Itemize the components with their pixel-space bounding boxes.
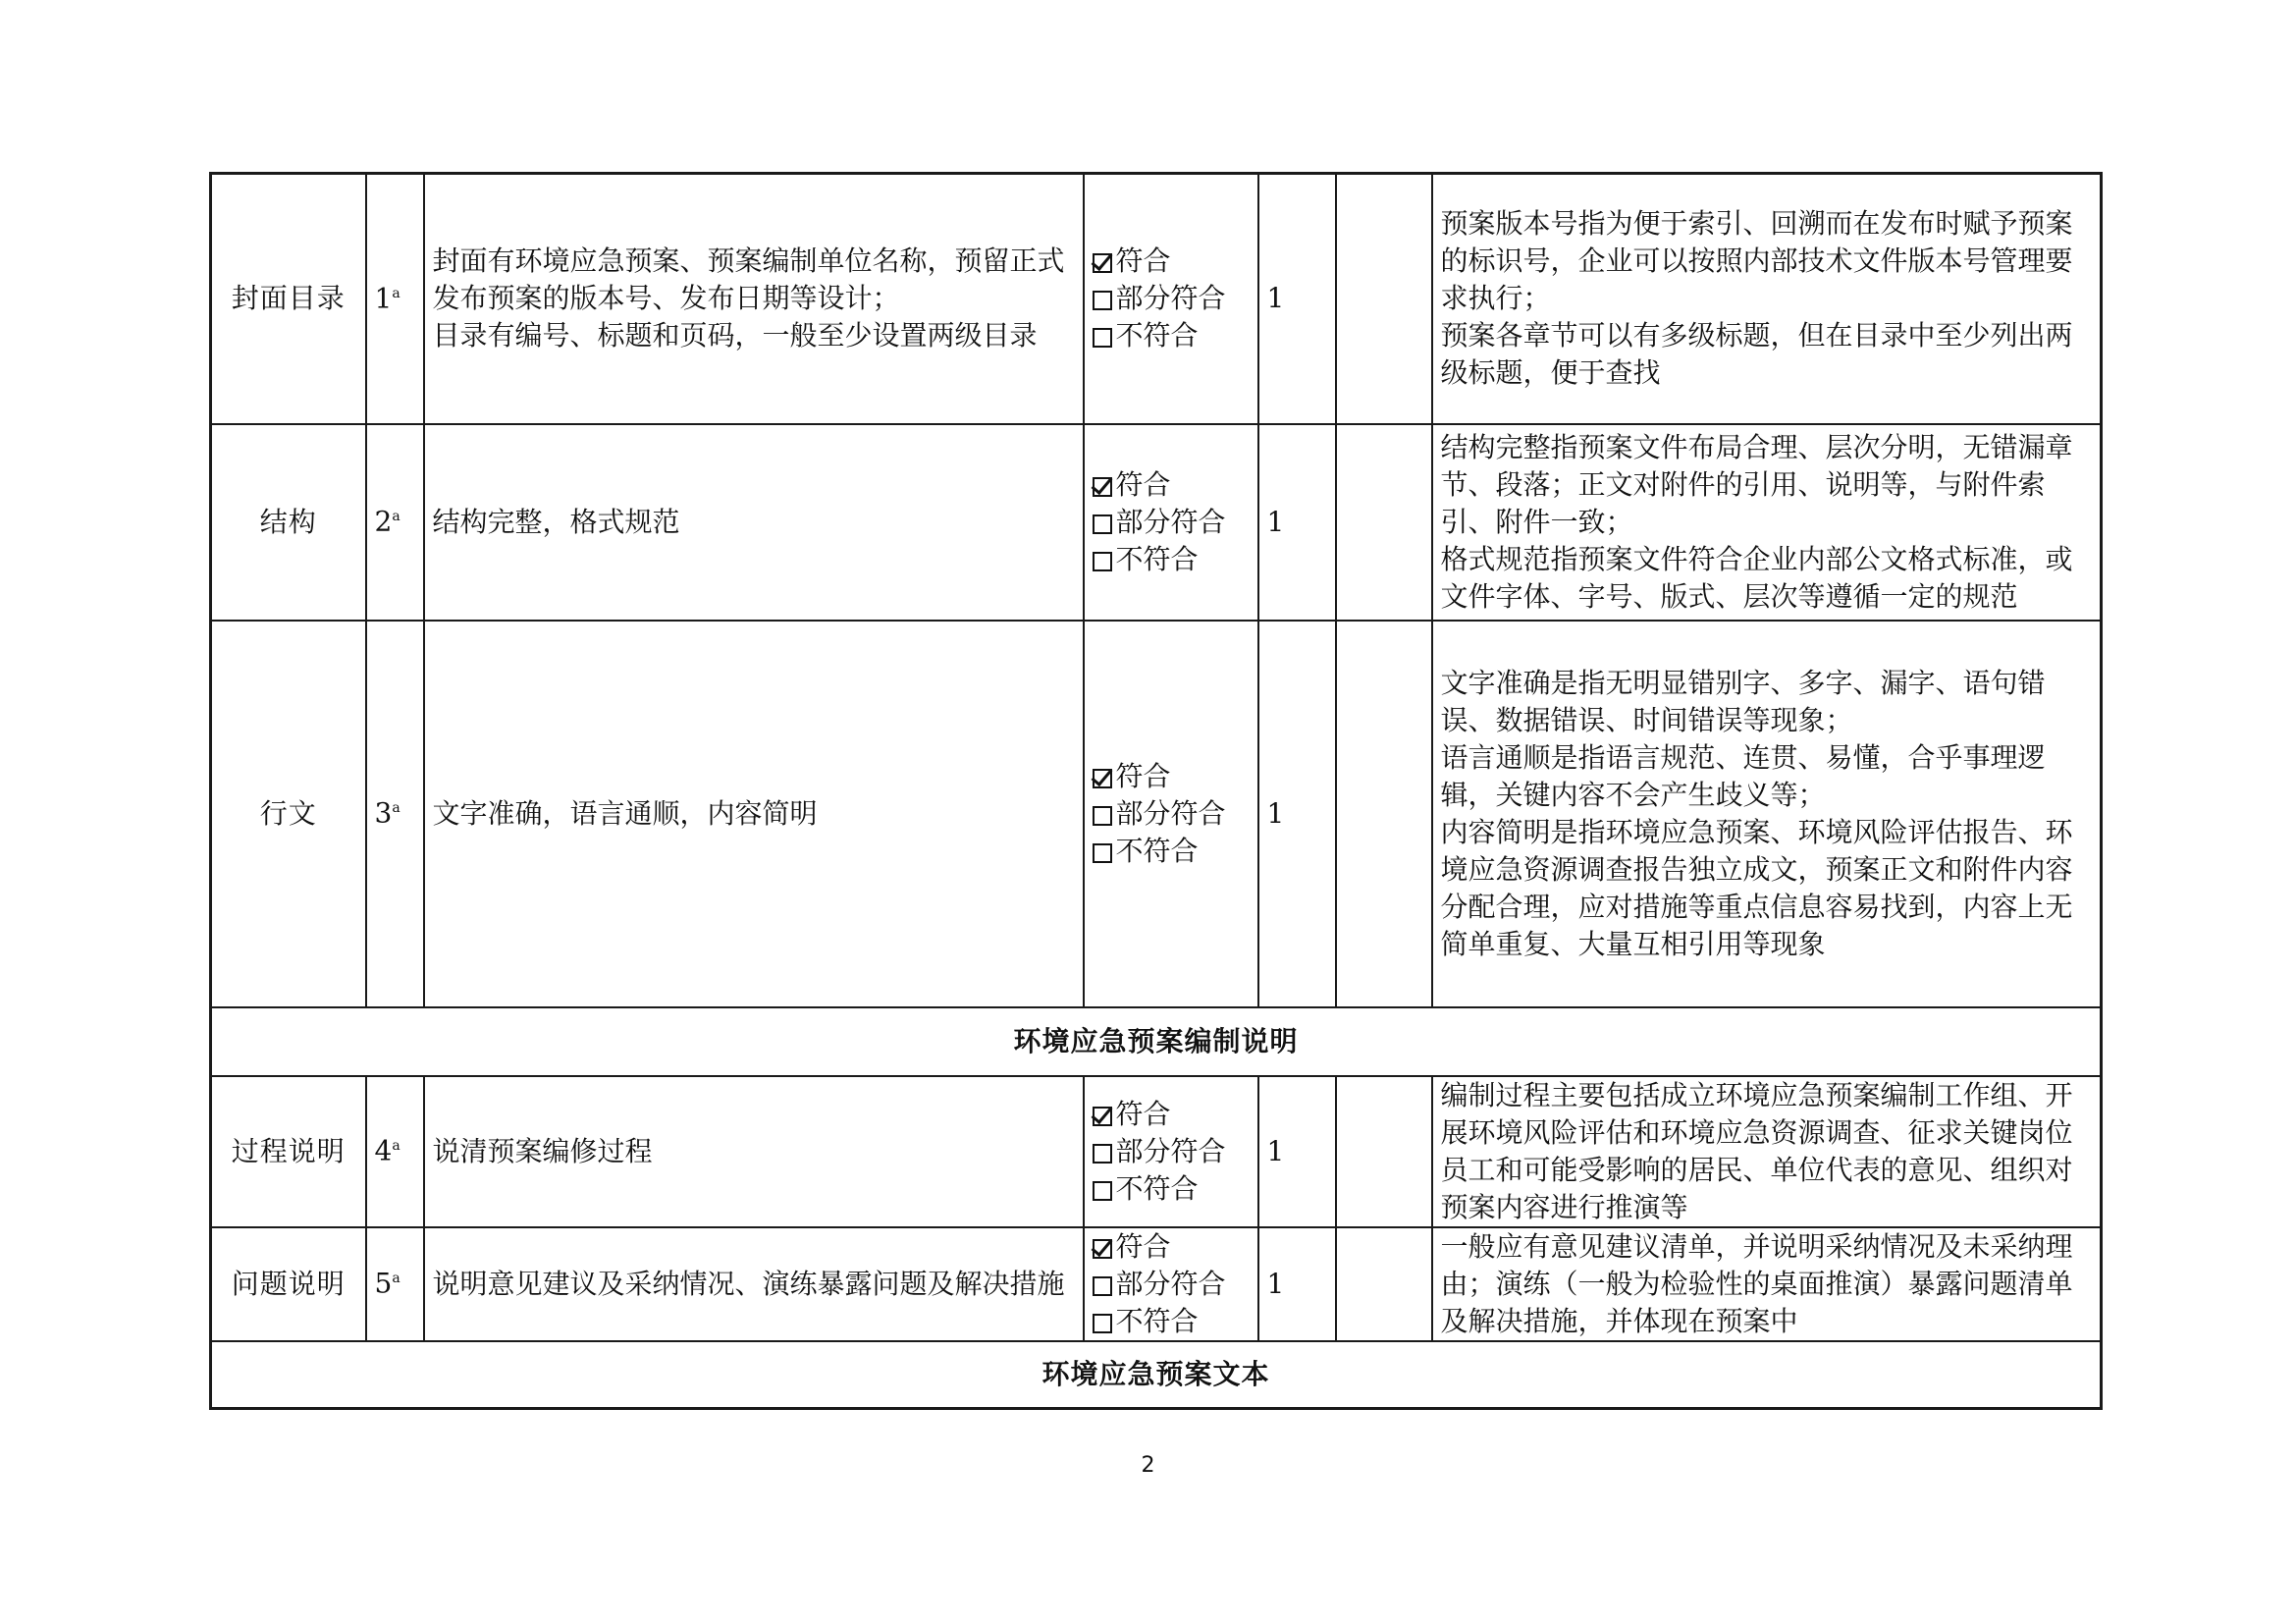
requirement-cell — [424, 424, 1084, 621]
conformity-option[interactable] — [1093, 504, 1250, 541]
item-name: 过程说明 — [231, 1134, 346, 1167]
conformity-option-label: 符合 — [1115, 1097, 1171, 1130]
sequence-cell — [366, 1076, 424, 1227]
checkbox-icon[interactable] — [1093, 1276, 1112, 1296]
conformity-option[interactable] — [1093, 317, 1250, 354]
page-number: 2 — [1141, 1453, 1155, 1478]
conformity-option-label: 部分符合 — [1115, 1134, 1226, 1167]
conformity-option-label: 符合 — [1115, 759, 1171, 792]
requirement-text: 封面有环境应急预案、预案编制单位名称，预留正式发布预案的版本号、发布日期等设计； — [432, 244, 1065, 315]
checkbox-icon[interactable] — [1093, 514, 1112, 534]
conformity-option-label: 不符合 — [1115, 542, 1199, 575]
item-name: 封面目录 — [231, 282, 346, 315]
sequence-mark: a — [392, 285, 400, 301]
requirement-cell — [424, 1227, 1084, 1341]
checkbox-icon[interactable] — [1093, 806, 1112, 826]
conformity-option-label: 不符合 — [1115, 1304, 1199, 1337]
conformity-option[interactable] — [1093, 758, 1250, 795]
explanation-cell — [1432, 174, 2102, 424]
sequence-cell — [366, 621, 424, 1007]
score-cell — [1258, 1076, 1336, 1227]
explanation-text: 语言通顺是指语言规范、连贯、易懂，合乎事理逻辑，关键内容不会产生歧义等； — [1440, 740, 2046, 811]
item-name-cell — [211, 621, 366, 1007]
conformity-option[interactable] — [1093, 1266, 1250, 1303]
conformity-option-label: 部分符合 — [1115, 796, 1226, 830]
item-name: 行文 — [259, 796, 317, 830]
section-heading: 环境应急预案编制说明 — [211, 1007, 2102, 1076]
sequence-value: 4 — [374, 1134, 393, 1167]
sequence-value: 2 — [374, 505, 393, 538]
checkbox-icon[interactable] — [1093, 552, 1112, 571]
conformity-option[interactable] — [1093, 280, 1250, 317]
conformity-option-label: 符合 — [1115, 467, 1171, 501]
requirement-text: 结构完整，格式规范 — [432, 505, 680, 538]
score-value: 1 — [1266, 505, 1285, 538]
explanation-text: 格式规范指预案文件符合企业内部公文格式标准，或文件字体、字号、版式、层次等遵循一定的规范 — [1440, 542, 2073, 613]
checkbox-icon[interactable] — [1093, 843, 1112, 863]
score-cell — [1258, 424, 1336, 621]
conformity-option[interactable] — [1093, 1096, 1250, 1133]
item-name-cell — [211, 174, 366, 424]
conformity-options — [1084, 1227, 1258, 1341]
sequence-number — [375, 1260, 415, 1302]
sequence-mark: a — [392, 1270, 400, 1286]
table-row — [211, 1227, 2102, 1341]
conformity-options — [1084, 424, 1258, 621]
remark-cell — [1336, 424, 1432, 621]
remark-cell — [1336, 1227, 1432, 1341]
sequence-value: 1 — [374, 281, 393, 314]
table-row — [211, 1076, 2102, 1227]
conformity-option[interactable] — [1093, 1170, 1250, 1208]
table-row — [211, 424, 2102, 621]
sequence-number — [375, 1127, 415, 1169]
score-cell — [1258, 621, 1336, 1007]
sequence-number — [375, 275, 415, 317]
sequence-value: 3 — [374, 796, 393, 830]
conformity-option-label: 部分符合 — [1115, 1267, 1226, 1300]
conformity-option[interactable] — [1093, 1133, 1250, 1170]
sequence-number — [375, 789, 415, 832]
conformity-option[interactable] — [1093, 466, 1250, 504]
conformity-option-label: 不符合 — [1115, 1171, 1199, 1205]
conformity-option-label: 不符合 — [1115, 834, 1199, 867]
explanation-cell — [1432, 424, 2102, 621]
explanation-cell — [1432, 1227, 2102, 1341]
remark-cell — [1336, 621, 1432, 1007]
conformity-option-label: 符合 — [1115, 244, 1171, 278]
sequence-value: 5 — [374, 1267, 393, 1300]
sequence-mark: a — [392, 508, 400, 524]
checked-checkbox-icon[interactable] — [1093, 477, 1112, 497]
explanation-text: 一般应有意见建议清单，并说明采纳情况及未采纳理由；演练（一般为检验性的桌面推演）暴露问题清单及解决措施，并体现在预案中 — [1440, 1229, 2073, 1337]
checkbox-icon[interactable] — [1093, 328, 1112, 348]
score-value: 1 — [1266, 282, 1285, 315]
requirement-cell — [424, 1076, 1084, 1227]
score-cell — [1258, 174, 1336, 424]
sequence-mark: a — [392, 1137, 400, 1154]
explanation-text: 预案版本号指为便于索引、回溯而在发布时赋予预案的标识号，企业可以按照内部技术文件版本号管理要求执行； — [1440, 207, 2073, 315]
score-value: 1 — [1266, 1267, 1285, 1300]
requirement-text: 文字准确，语言通顺，内容简明 — [432, 796, 818, 830]
checkbox-icon[interactable] — [1093, 291, 1112, 310]
explanation-cell — [1432, 621, 2102, 1007]
conformity-options — [1084, 621, 1258, 1007]
sequence-cell — [366, 424, 424, 621]
item-name-cell — [211, 1227, 366, 1341]
sequence-number — [375, 498, 415, 540]
explanation-text: 内容简明是指环境应急预案、环境风险评估报告、环境应急资源调查报告独立成文，预案正文和附件内容分配合理，应对措施等重点信息容易找到，内容上无简单重复、大量互相引用等现象 — [1440, 815, 2073, 960]
checked-checkbox-icon[interactable] — [1093, 769, 1112, 788]
sequence-mark: a — [392, 799, 400, 816]
score-value: 1 — [1266, 1134, 1285, 1167]
conformity-option-label: 部分符合 — [1115, 505, 1226, 538]
table-row — [211, 174, 2102, 424]
conformity-option[interactable] — [1093, 1228, 1250, 1266]
requirement-cell — [424, 621, 1084, 1007]
explanation-text: 预案各章节可以有多级标题，但在目录中至少列出两级标题，便于查找 — [1440, 319, 2073, 390]
checked-checkbox-icon[interactable] — [1093, 253, 1112, 273]
checked-checkbox-icon[interactable] — [1093, 1239, 1112, 1259]
checkbox-icon[interactable] — [1093, 1314, 1112, 1333]
conformity-option[interactable] — [1093, 1303, 1250, 1340]
score-cell — [1258, 1227, 1336, 1341]
sequence-cell — [366, 174, 424, 424]
item-name: 结构 — [259, 505, 317, 538]
explanation-cell — [1432, 1076, 2102, 1227]
conformity-options — [1084, 1076, 1258, 1227]
item-name-cell — [211, 1076, 366, 1227]
requirement-text: 说清预案编修过程 — [432, 1134, 653, 1167]
score-value: 1 — [1266, 796, 1285, 830]
conformity-option[interactable] — [1093, 795, 1250, 833]
conformity-option[interactable] — [1093, 243, 1250, 280]
section-heading: 环境应急预案文本 — [211, 1341, 2102, 1409]
checkbox-icon[interactable] — [1093, 1181, 1112, 1201]
conformity-option[interactable] — [1093, 541, 1250, 578]
requirement-text: 说明意见建议及采纳情况、演练暴露问题及解决措施 — [432, 1267, 1065, 1300]
item-name: 问题说明 — [231, 1267, 346, 1300]
checkbox-icon[interactable] — [1093, 1144, 1112, 1164]
explanation-text: 文字准确是指无明显错别字、多字、漏字、语句错误、数据错误、时间错误等现象； — [1440, 666, 2046, 736]
section-row — [211, 1341, 2102, 1409]
table-row — [211, 621, 2102, 1007]
conformity-option-label: 部分符合 — [1115, 282, 1226, 315]
conformity-option-label: 不符合 — [1115, 319, 1199, 352]
requirement-text: 目录有编号、标题和页码，一般至少设置两级目录 — [432, 319, 1038, 352]
item-name-cell — [211, 424, 366, 621]
checked-checkbox-icon[interactable] — [1093, 1107, 1112, 1126]
conformity-option[interactable] — [1093, 833, 1250, 870]
conformity-options — [1084, 174, 1258, 424]
review-table — [209, 172, 2103, 1410]
remark-cell — [1336, 174, 1432, 424]
sequence-cell — [366, 1227, 424, 1341]
remark-cell — [1336, 1076, 1432, 1227]
section-row — [211, 1007, 2102, 1076]
requirement-cell — [424, 174, 1084, 424]
conformity-option-label: 符合 — [1115, 1229, 1171, 1263]
explanation-text: 编制过程主要包括成立环境应急预案编制工作组、开展环境风险评估和环境应急资源调查、征求关键岗位员工和可能受影响的居民、单位代表的意见、组织对预案内容进行推演等 — [1440, 1078, 2073, 1223]
explanation-text: 结构完整指预案文件布局合理、层次分明，无错漏章节、段落；正文对附件的引用、说明等，与附件索引、附件一致； — [1440, 430, 2073, 538]
